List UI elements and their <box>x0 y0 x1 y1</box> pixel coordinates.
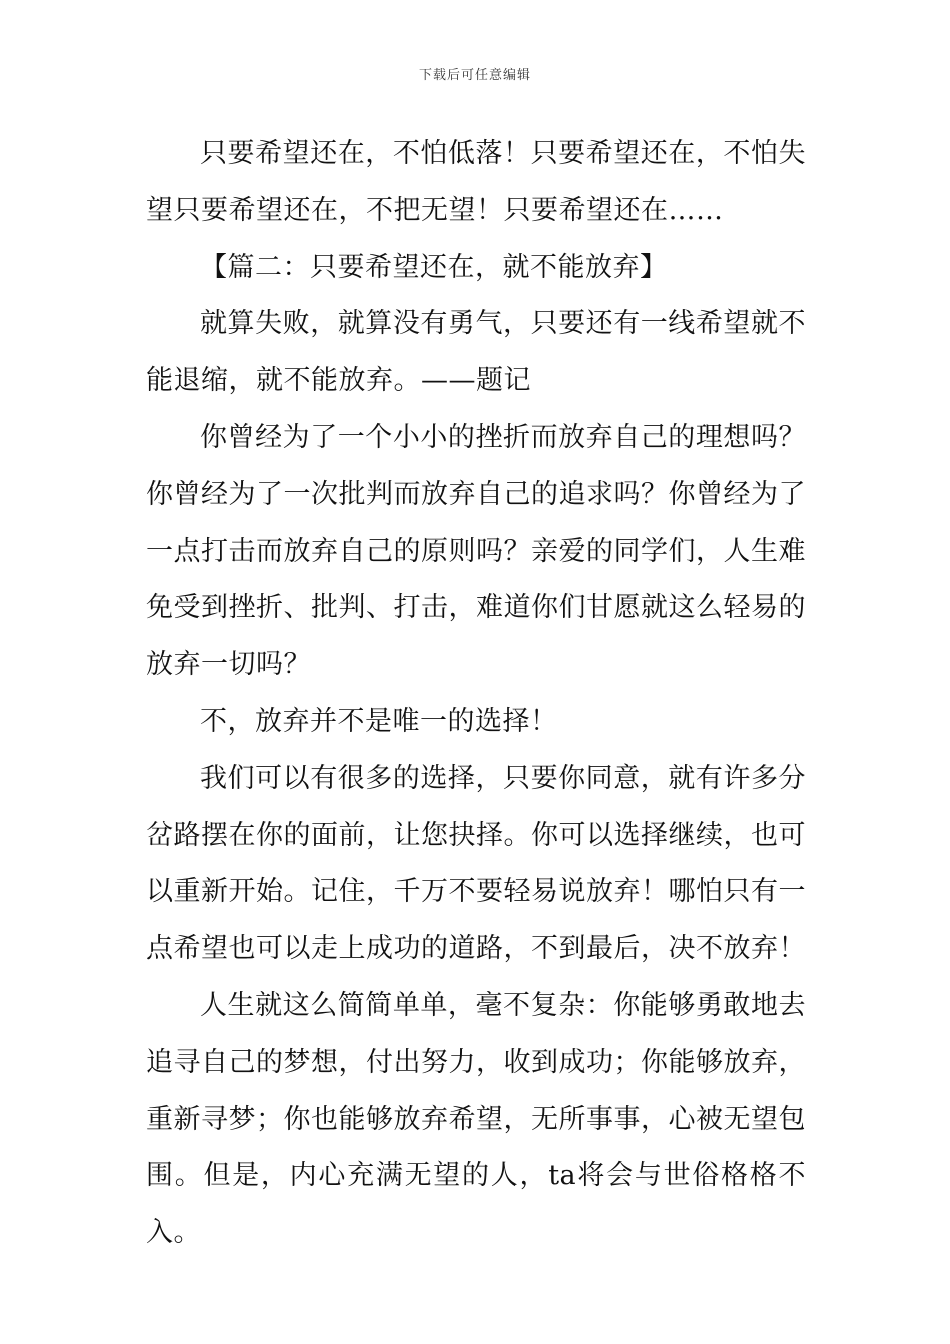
paragraph-choice: 不，放弃并不是唯一的选择！ <box>200 705 558 737</box>
paragraph-options: 我们可以有很多的选择，只要你同意，就有许多分岔路摆在你的面前，让您抉择。你可以选择继续，也可以重新开始。记住，千万不要轻易说放弃！哪怕只有一点希望也可以走上成功的道路，不到最后，决不放弃！ <box>146 762 806 965</box>
paragraph-1: 只要希望还在，不怕低落！只要希望还在，不怕失望只要希望还在，不把无望！只要希望还在…… <box>146 138 806 226</box>
paragraph-questions: 你曾经为了一个小小的挫折而放弃自己的理想吗？你曾经为了一次批判而放弃自己的追求吗？你曾经为了一点打击而放弃自己的原则吗？亲爱的同学们，人生难免受到挫折、批判、打击，难道你们甘愿就这么轻易的放弃一切吗？ <box>146 421 806 681</box>
section-heading: 【篇二：只要希望还在，就不能放弃】 <box>200 251 668 283</box>
document-body <box>146 126 806 1262</box>
page-header: 下载后可任意编辑 <box>418 68 531 83</box>
paragraph-epigraph: 就算失败，就算没有勇气，只要还有一线希望就不能退缩，就不能放弃。——题记 <box>146 308 806 397</box>
paragraph-life: 人生就这么简简单单，毫不复杂：你能够勇敢地去追寻自己的梦想，付出努力，收到成功；你能够放弃，重新寻梦；你也能够放弃希望，无所事事，心被无望包围。但是，内心充满无望的人，ta将会与世俗格格不入。 <box>146 989 806 1249</box>
